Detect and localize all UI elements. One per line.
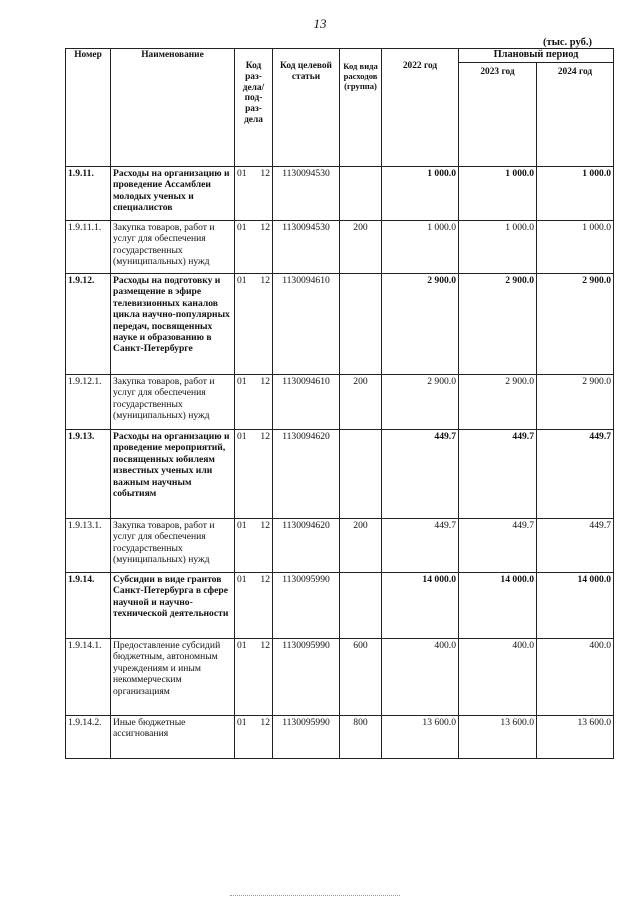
row-value-2024: 14 000.0 — [537, 573, 614, 639]
row-value-2022: 449.7 — [382, 430, 459, 519]
units-label: (тыс. руб.) — [543, 37, 592, 48]
row-expense-type — [340, 430, 382, 519]
header-planned-period: Плановый период — [459, 49, 614, 63]
row-number: 1.9.13. — [66, 430, 111, 519]
row-expense-type — [340, 167, 382, 221]
table-row — [66, 221, 614, 274]
row-value-2023: 2 900.0 — [459, 274, 537, 375]
row-section: 01 12 — [235, 716, 273, 759]
header-year-2024: 2024 год — [537, 63, 614, 167]
row-value-2022: 2 900.0 — [382, 375, 459, 430]
row-value-2022: 449.7 — [382, 519, 459, 573]
row-section: 01 12 — [235, 573, 273, 639]
row-name: Субсидии в виде грантов Санкт-Петербурга в сфере научной и научно-технической деятельности — [111, 573, 235, 639]
row-name: Закупка товаров, работ и услуг для обеспечения государственных (муниципальных) нужд — [111, 375, 235, 430]
row-value-2024: 1 000.0 — [537, 167, 614, 221]
row-number: 1.9.11.1. — [66, 221, 111, 274]
table-row — [66, 274, 614, 375]
row-number: 1.9.12.1. — [66, 375, 111, 430]
header-section-code: Код раз-дела/ под-раз-дела — [235, 49, 273, 167]
row-expense-type: 600 — [340, 639, 382, 716]
row-number: 1.9.13.1. — [66, 519, 111, 573]
row-expense-type — [340, 274, 382, 375]
row-value-2022: 1 000.0 — [382, 167, 459, 221]
header-target-code: Код целевой статьи — [273, 49, 340, 167]
row-number: 1.9.11. — [66, 167, 111, 221]
row-value-2022: 2 900.0 — [382, 274, 459, 375]
row-section: 01 12 — [235, 221, 273, 274]
row-value-2023: 13 600.0 — [459, 716, 537, 759]
row-target-code: 1130094620 — [273, 519, 340, 573]
row-section: 01 12 — [235, 167, 273, 221]
table-row — [66, 375, 614, 430]
row-value-2024: 2 900.0 — [537, 375, 614, 430]
row-value-2023: 1 000.0 — [459, 167, 537, 221]
header-number: Номер — [66, 49, 111, 167]
row-number: 1.9.14. — [66, 573, 111, 639]
row-value-2023: 449.7 — [459, 519, 537, 573]
row-value-2024: 13 600.0 — [537, 716, 614, 759]
row-value-2024: 449.7 — [537, 519, 614, 573]
row-expense-type — [340, 573, 382, 639]
budget-table — [65, 48, 614, 759]
table-row — [66, 167, 614, 221]
row-target-code: 1130094530 — [273, 221, 340, 274]
row-expense-type: 800 — [340, 716, 382, 759]
row-value-2024: 400.0 — [537, 639, 614, 716]
row-section: 01 12 — [235, 519, 273, 573]
row-target-code: 1130095990 — [273, 573, 340, 639]
row-target-code: 1130094530 — [273, 167, 340, 221]
table-row — [66, 519, 614, 573]
row-number: 1.9.14.2. — [66, 716, 111, 759]
row-value-2023: 2 900.0 — [459, 375, 537, 430]
row-target-code: 1130095990 — [273, 639, 340, 716]
row-value-2022: 1 000.0 — [382, 221, 459, 274]
row-value-2022: 14 000.0 — [382, 573, 459, 639]
header-expense-type-code: Код вида расходов (группа) — [340, 49, 382, 167]
table-row — [66, 639, 614, 716]
header-year-2022: 2022 год — [382, 49, 459, 167]
row-value-2023: 449.7 — [459, 430, 537, 519]
page-number: 13 — [313, 16, 327, 31]
row-name: Расходы на организацию и проведение мероприятий, посвященных юбилеям известных ученых или важным научным событиям — [111, 430, 235, 519]
row-value-2024: 1 000.0 — [537, 221, 614, 274]
row-section: 01 12 — [235, 430, 273, 519]
row-target-code: 1130095990 — [273, 716, 340, 759]
table-row — [66, 430, 614, 519]
row-name: Расходы на подготовку и размещение в эфире телевизионных каналов цикла научно-популярных передач, посвященных науке и образованию в Санкт-Петербурге — [111, 274, 235, 375]
row-value-2024: 2 900.0 — [537, 274, 614, 375]
row-value-2024: 449.7 — [537, 430, 614, 519]
header-name: Наименование — [111, 49, 235, 167]
row-expense-type: 200 — [340, 375, 382, 430]
row-value-2022: 13 600.0 — [382, 716, 459, 759]
row-number: 1.9.12. — [66, 274, 111, 375]
row-expense-type: 200 — [340, 221, 382, 274]
row-name: Расходы на организацию и проведение Ассамблеи молодых ученых и специалистов — [111, 167, 235, 221]
row-name: Закупка товаров, работ и услуг для обеспечения государственных (муниципальных) нужд — [111, 221, 235, 274]
row-target-code: 1130094620 — [273, 430, 340, 519]
footer-mark — [230, 895, 400, 899]
row-value-2023: 14 000.0 — [459, 573, 537, 639]
row-value-2023: 1 000.0 — [459, 221, 537, 274]
row-target-code: 1130094610 — [273, 375, 340, 430]
table-row — [66, 573, 614, 639]
row-name: Иные бюджетные ассигнования — [111, 716, 235, 759]
row-name: Закупка товаров, работ и услуг для обеспечения государственных (муниципальных) нужд — [111, 519, 235, 573]
row-name: Предоставление субсидий бюджетным, автономным учреждениям и иным некоммерческим организациям — [111, 639, 235, 716]
row-target-code: 1130094610 — [273, 274, 340, 375]
row-section: 01 12 — [235, 639, 273, 716]
header-year-2023: 2023 год — [459, 63, 537, 167]
table-row — [66, 716, 614, 759]
row-section: 01 12 — [235, 274, 273, 375]
table-body — [66, 167, 614, 759]
row-value-2023: 400.0 — [459, 639, 537, 716]
row-number: 1.9.14.1. — [66, 639, 111, 716]
row-expense-type: 200 — [340, 519, 382, 573]
row-section: 01 12 — [235, 375, 273, 430]
row-value-2022: 400.0 — [382, 639, 459, 716]
